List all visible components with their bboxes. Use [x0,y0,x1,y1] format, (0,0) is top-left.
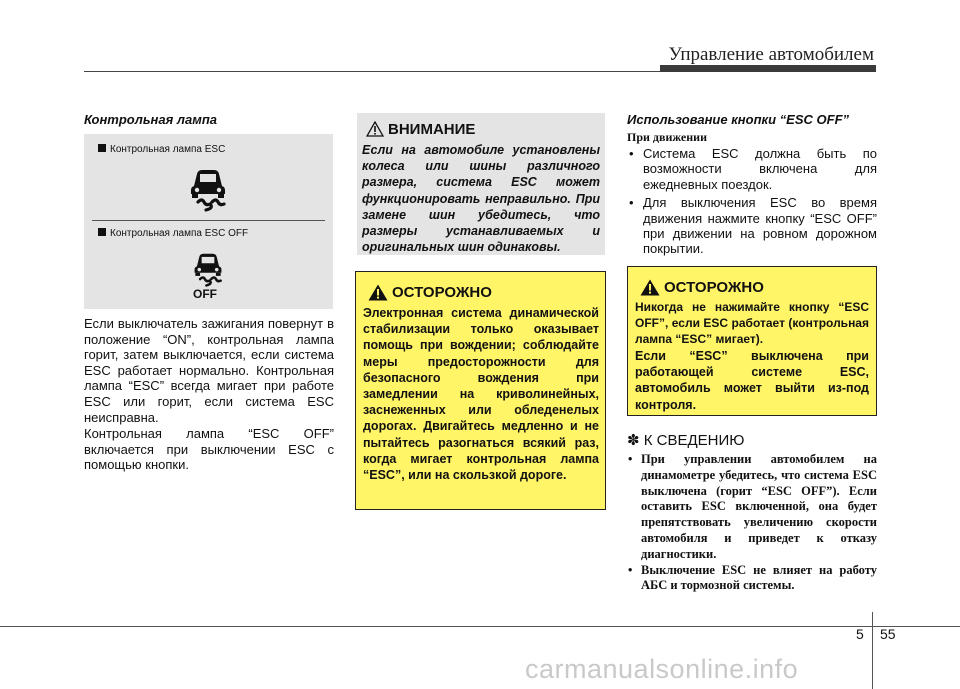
note-list [627,452,877,594]
lamp-divider [92,220,325,221]
warning-triangle-icon [366,121,384,137]
esc-lamp-label: Контрольная лампа ESC [98,144,225,155]
list-item: • Для выключения ESC во время движения нажмите кнопку “ESC OFF” при движении на ровном дорожном покрытии. [627,195,877,257]
caution-triangle-icon [640,279,660,296]
caution-1-text: Электронная система динамической стабилизации только оказывает помощь при вождении; соблюдайте меры предосторожности для безопасного вождения при замедлении на криволинейных, заснеженных или обледенелых дорогах. Двигайтесь медленно и не пытайтесь разогнаться всякий раз, когда мигает контрольная лампа “ESC”, или на скользкой дороге. [363,306,599,483]
note-title: ✽ К СВЕДЕНИЮ [627,432,745,449]
caution-2-title: ОСТОРОЖНО [664,279,764,296]
warning-title: ВНИМАНИЕ [388,121,476,138]
list-item: • Выключение ESC не влияет на работу АБС и тормозной системы. [627,563,877,595]
watermark: carmanualsonline.info [525,654,799,684]
footer-divider [872,612,873,689]
driving-subtitle: При движении [627,130,707,144]
lamp-paragraph-1: Если выключатель зажигания повернут в положение “ON”, контрольная лампа горит, затем выключается, если система ESC работает нормально. Контрольная лампа “ESC” всегда мигает при работе ESC или горит, если система ESC неисправна. [84,316,334,425]
bullet-square-icon [98,144,106,152]
driving-bullet-list [627,146,877,260]
header-rule-accent [660,65,876,72]
caution-1-title: ОСТОРОЖНО [392,284,492,301]
page-number: 55 [880,626,896,642]
lamp-paragraph-2: Контрольная лампа “ESC OFF” включается при выключении ESC с помощью кнопки. [84,426,334,473]
esc-off-lamp-text: OFF [193,287,217,301]
esc-off-section-title: Использование кнопки “ESC OFF” [627,112,850,127]
esc-car-skid-icon [186,164,230,212]
caution-2-text-1: Никогда не нажимайте кнопку “ESC OFF”, если ESC работает (контрольная лампа “ESC” мигает). [635,300,869,346]
list-item: • Система ESC должна быть по возможности включена для ежедневных поездок. [627,146,877,192]
indicator-section-title: Контрольная лампа [84,112,217,127]
bullet-square-icon [98,228,106,236]
footer-rule [0,626,960,627]
caution-2-text-2: Если “ESC” выключена при работающей системе ESC, автомобиль может выйти из-под контроля. [635,349,869,412]
chapter-number: 5 [856,626,864,642]
esc-off-lamp-label: Контрольная лампа ESC OFF [98,228,248,239]
caution-triangle-icon [368,284,388,301]
list-item: • При управлении автомобилем на динамометре убедитесь, что система ESC выключена (горит “ESC OFF”). Если оставить ESC включенной, она будет препятствовать увеличению скорости автомобиля и приведет к отказу диагностики. [627,452,877,563]
page-header-title: Управление автомобилем [668,44,874,65]
warning-text: Если на автомобиле установлены колеса или шины различного размера, система ESC может функционировать неправильно. При замене шин убедитесь, что размеры устанавливаемых и оригинальных шин одинаковы. [362,143,600,255]
esc-off-car-skid-icon [190,249,226,287]
